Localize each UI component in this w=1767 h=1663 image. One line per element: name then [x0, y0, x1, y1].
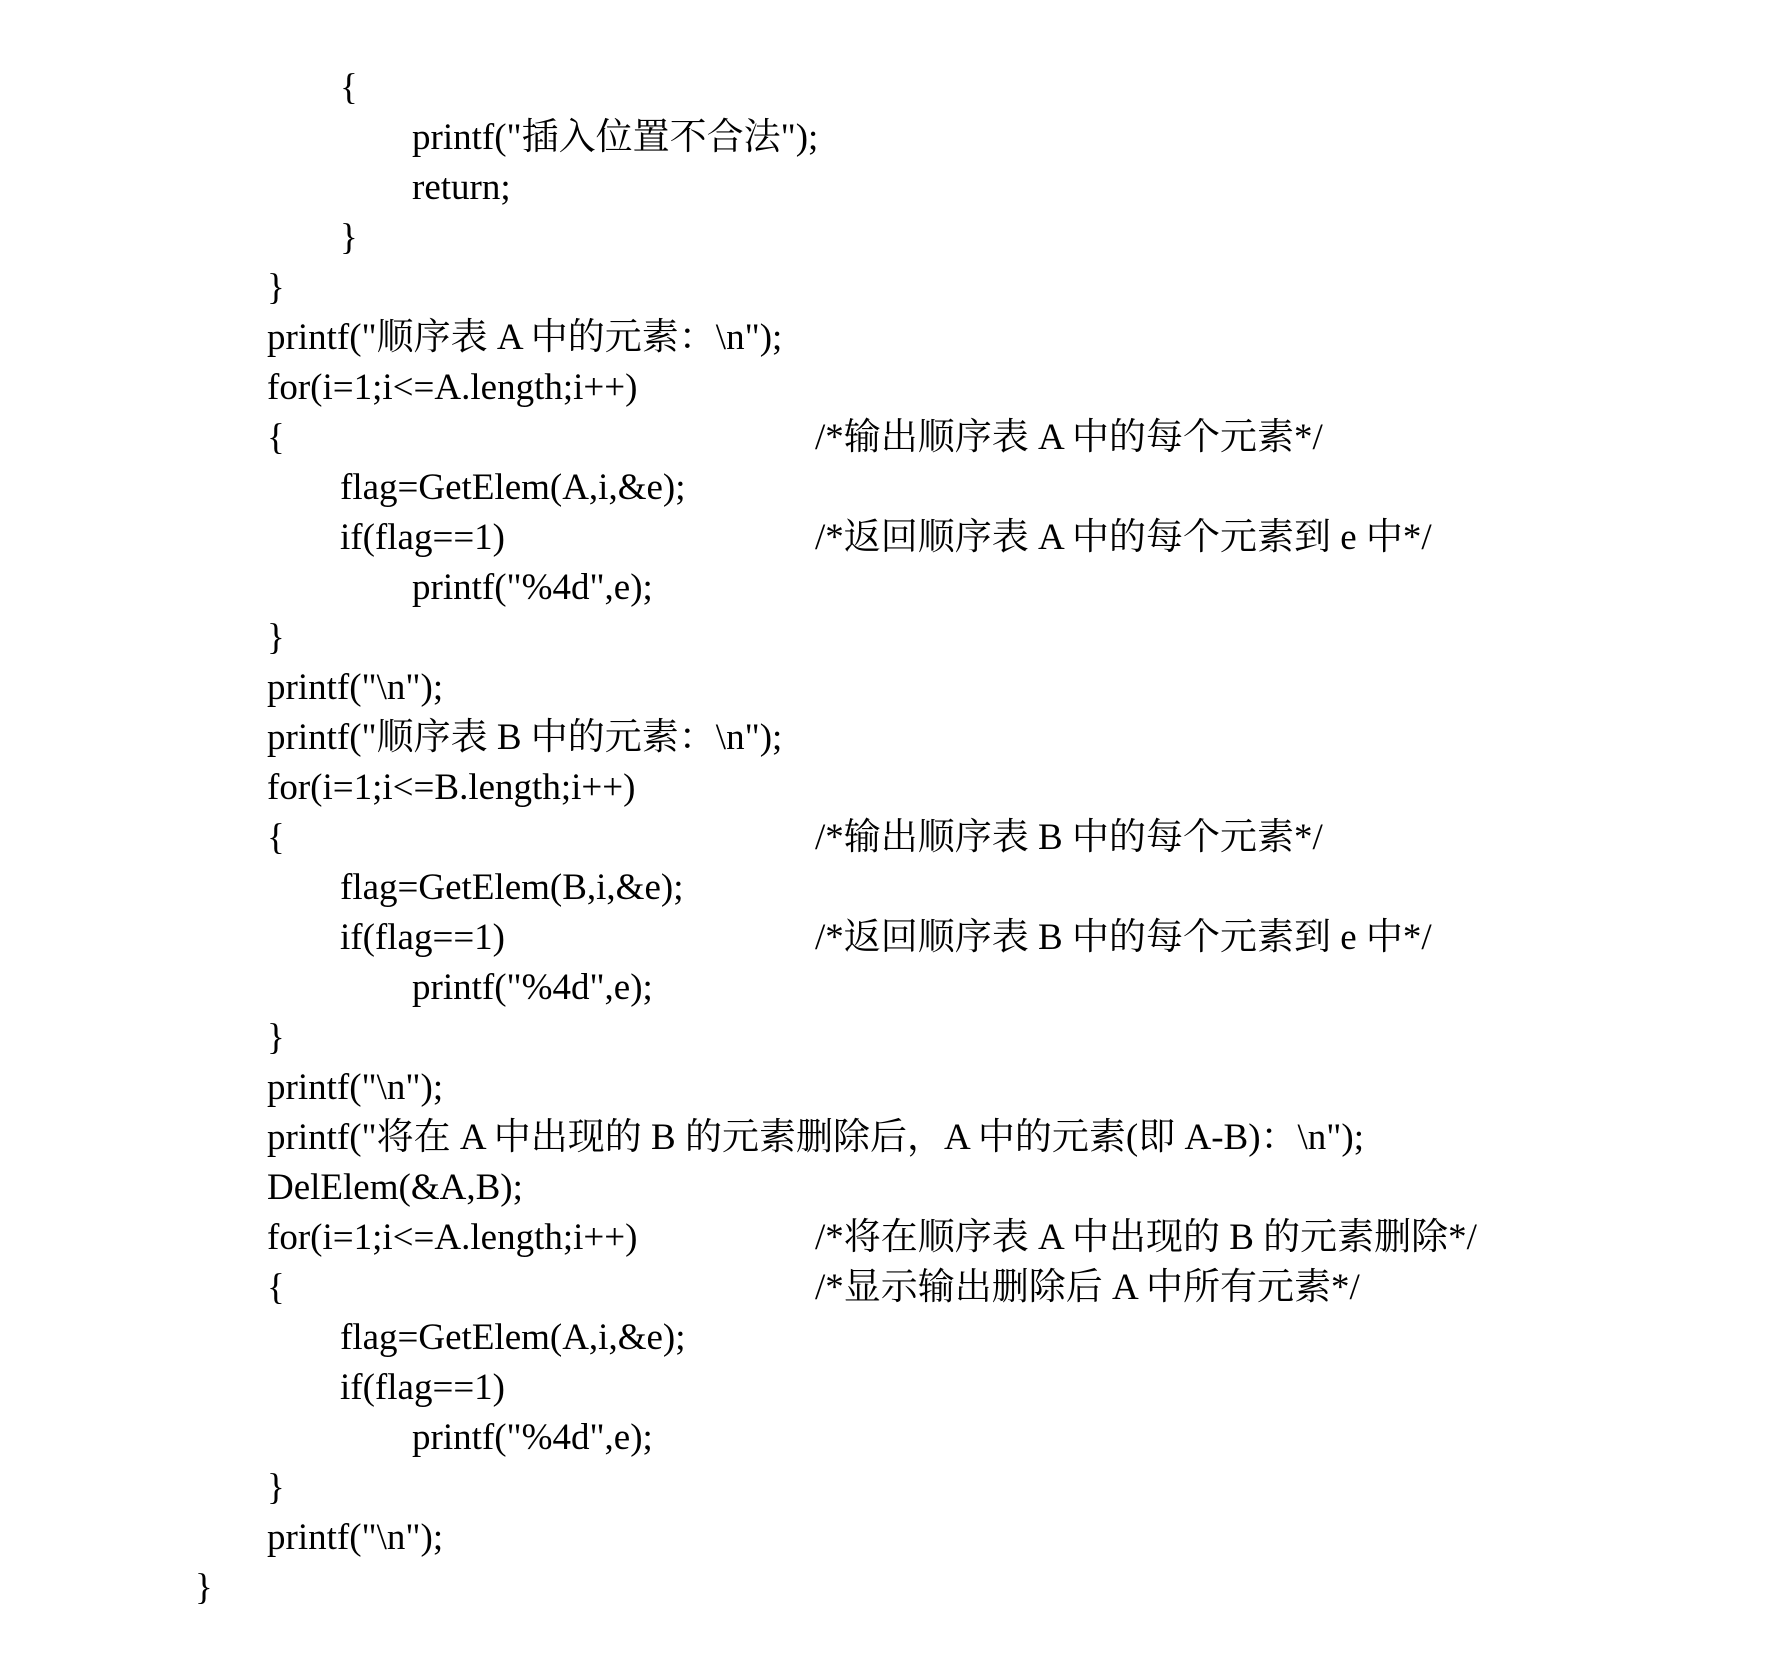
code-text: return; [412, 167, 511, 208]
code-line [0, 613, 444, 708]
code-line [0, 163, 358, 258]
code-text: printf("将在 A 中出现的 B 的元素删除后，A 中的元素(即 A-B)：\n"); [267, 1117, 1365, 1158]
code-text: DelElem(&A,B); [267, 1167, 523, 1208]
code-text: { [267, 817, 285, 858]
code-line [0, 213, 285, 308]
code-text: printf("顺序表 B 中的元素：\n"); [267, 717, 783, 758]
code-line [0, 1013, 444, 1108]
code-line [0, 1413, 285, 1508]
code-text: for(i=1;i<=A.length;i++) [267, 1217, 638, 1258]
code-text: flag=GetElem(A,i,&e); [340, 467, 686, 508]
code-line [0, 263, 783, 358]
code-text: if(flag==1) [340, 517, 506, 558]
code-line [0, 1513, 213, 1608]
code-text: { [267, 417, 285, 458]
code-text: } [195, 1567, 213, 1608]
code-text: printf("\n"); [267, 667, 444, 708]
code-text: } [267, 1017, 285, 1058]
code-comment: /*输出顺序表 A 中的每个元素*/ [815, 417, 1323, 458]
code-line [0, 863, 506, 958]
code-line [0, 463, 506, 558]
code-text: printf("顺序表 A 中的元素：\n"); [267, 317, 783, 358]
code-comment: /*显示输出删除后 A 中所有元素*/ [815, 1267, 1360, 1308]
code-text: } [267, 1467, 285, 1508]
code-line [0, 63, 819, 158]
code-line [0, 13, 358, 108]
code-line [0, 563, 285, 658]
code-comment: /*输出顺序表 B 中的每个元素*/ [815, 817, 1323, 858]
code-comment: /*将在顺序表 A 中出现的 B 的元素删除*/ [815, 1217, 1477, 1258]
code-line [0, 763, 285, 858]
code-line [0, 963, 285, 1058]
code-line [0, 1213, 285, 1308]
code-text: } [340, 217, 358, 258]
code-text: printf("\n"); [267, 1067, 444, 1108]
code-text: printf("%4d",e); [412, 967, 653, 1008]
code-text: if(flag==1) [340, 917, 506, 958]
code-text: flag=GetElem(A,i,&e); [340, 1317, 686, 1358]
code-text: { [340, 67, 358, 108]
code-text: if(flag==1) [340, 1367, 506, 1408]
code-line [0, 1263, 686, 1358]
code-text: printf("\n"); [267, 1517, 444, 1558]
code-text: for(i=1;i<=B.length;i++) [267, 767, 636, 808]
code-text: } [267, 267, 285, 308]
code-text: flag=GetElem(B,i,&e); [340, 867, 684, 908]
code-line [0, 1463, 444, 1558]
code-text: for(i=1;i<=A.length;i++) [267, 367, 638, 408]
code-text: printf("%4d",e); [412, 567, 653, 608]
code-text: } [267, 617, 285, 658]
code-text: { [267, 1267, 285, 1308]
code-line [0, 363, 285, 458]
code-comment: /*返回顺序表 A 中的每个元素到 e 中*/ [815, 517, 1432, 558]
code-line [0, 1313, 506, 1408]
code-text: printf("%4d",e); [412, 1417, 653, 1458]
code-line [0, 113, 511, 208]
code-comment: /*返回顺序表 B 中的每个元素到 e 中*/ [815, 917, 1432, 958]
code-text: printf("插入位置不合法"); [412, 117, 819, 158]
